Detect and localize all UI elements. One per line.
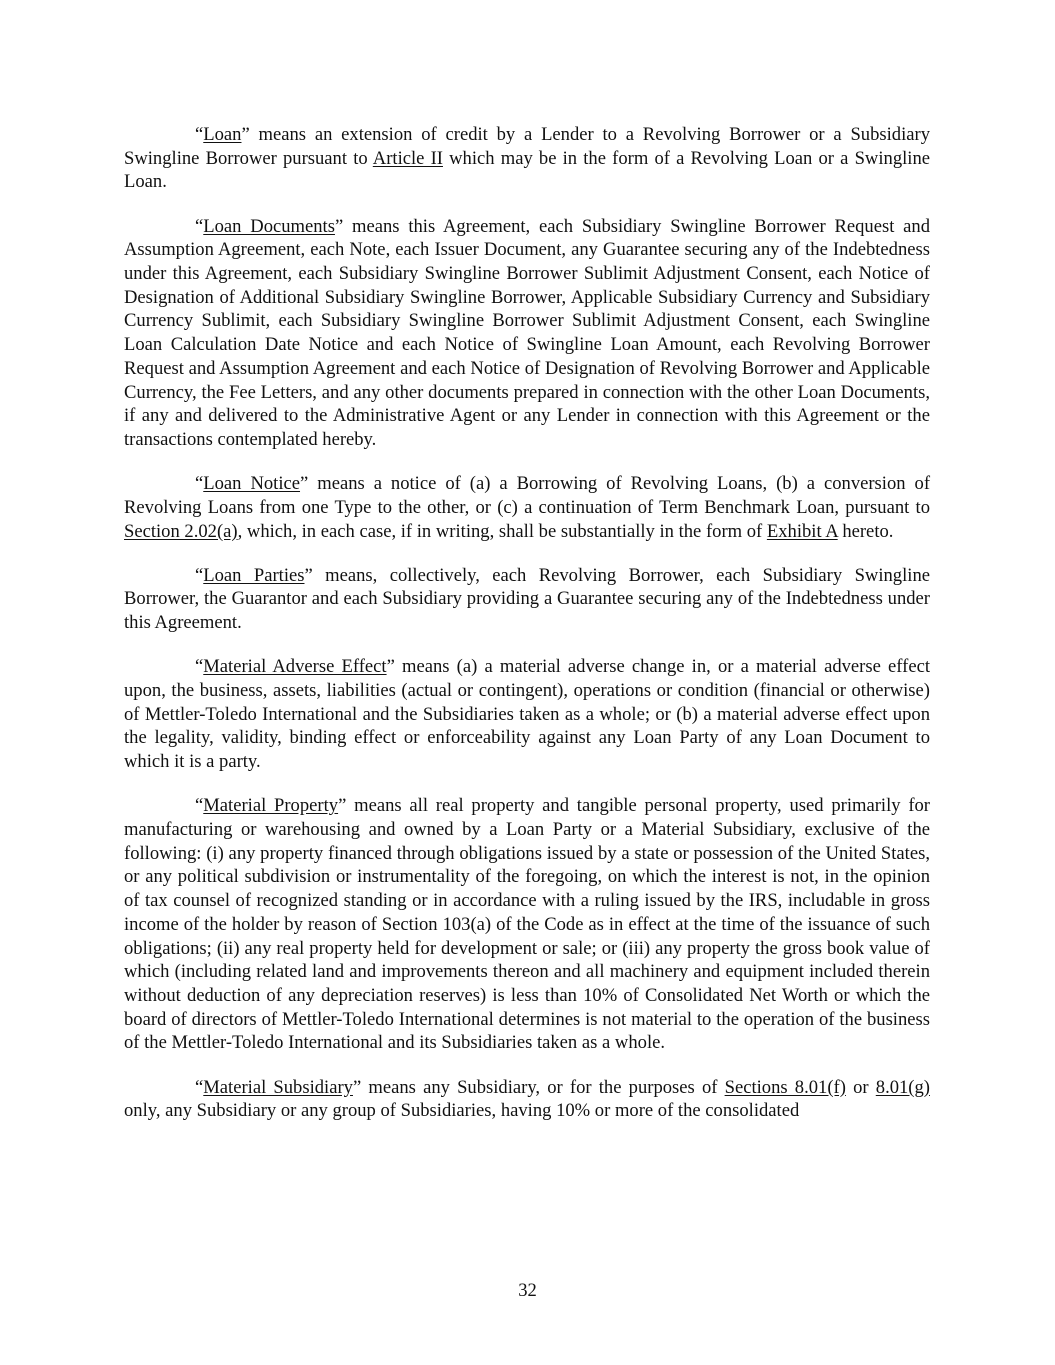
definition-text: or [845,1076,876,1098]
defined-term: Material Adverse Effect [203,656,387,678]
definition-paragraph [124,123,930,194]
definition-text: ” means all real property and tangible personal property, used primarily for manufacturing or warehousing and owned by a Loan Party or a Material Subsidiary, exclusive of the following: (i) any property financed through obligations issued by a state or possession of the United States, or any political subdivision or instrumentality of the foregoing, on which the interest is not, in the opinion of tax counsel of recognized standing or in accordance with a ruling issued by the IRS, includable in gross income of the holder by reason of Section 103(a) of the Code as in effect at the time of the issuance of such obligations; (ii) any real property held for development or sale; or (iii) any property the gross book value of which (including related land and improvements thereon and all machinery and equipment included therein without deduction of any depreciation reserves) is less than 10% of Consolidated Net Worth or which the board of directors of Mettler-Toledo International determines is not material to the operation of the business of the Mettler-Toledo International and its Subsidiaries taken as a whole. [124,795,930,1054]
definition-text: only, any Subsidiary or any group of Subsidiaries, having 10% or more of the consolidated [124,1100,800,1122]
definition-text: “ [195,124,204,145]
defined-term: Material Property [203,795,339,817]
definition-text: which may be in the form of a Revolving Loan or a Swingline Loan. [124,147,930,193]
definition-paragraph [124,215,930,452]
cross-reference: Exhibit A [766,520,838,542]
definition-text: “ [195,215,204,237]
cross-reference: Article II [372,147,443,169]
definition-text: “ [195,795,204,817]
definitions-list [124,123,930,1123]
definition-text: “ [195,656,204,678]
defined-term: Material Subsidiary [203,1076,353,1098]
definition-text: ” means this Agreement, each Subsidiary Swingline Borrower Request and Assumption Agreement, each Note, each Issuer Document, any Guarantee securing any of the Indebtedness under this Agreement, each Subsidiary Swingline Borrower Sublimit Adjustment Consent, each Notice of Designation of Additional Subsidiary Swingline Borrower, Applicable Subsidiary Currency and Subsidiary Currency Sublimit, each Subsidiary Swingline Borrower Sublimit Adjustment Consent, each Swingline Loan Calculation Date Notice and each Notice of Swingline Loan Amount, each Revolving Borrower Request and Assumption Agreement and each Notice of Designation of Revolving Borrower and Applicable Currency, the Fee Letters, and any other documents prepared in connection with the other Loan Documents, if any and delivered to the Administrative Agent or any Lender in connection with this Agreement or the transactions contemplated hereby. [124,215,931,450]
defined-term: Loan Parties [203,564,305,586]
cross-reference: Sections 8.01(f) [724,1076,846,1098]
definition-text: ” means any Subsidiary, or for the purposes of [352,1076,725,1098]
page-number: 32 [518,1280,537,1301]
definition-text: hereto. [837,520,894,542]
definition-text: ” means an extension of credit by a Lender to a Revolving Borrower or a Subsidiary Swingline Borrower pursuant to [124,124,930,169]
definition-text: “ [195,1076,204,1098]
defined-term: Loan Documents [203,215,335,237]
cross-reference: 8.01(g) [875,1076,930,1098]
defined-term: Loan [203,124,242,145]
definition-paragraph [124,655,930,774]
definition-paragraph [124,1076,930,1123]
definition-text: “ [195,564,204,586]
definition-paragraph [124,472,930,543]
definition-text: ” means a notice of (a) a Borrowing of Revolving Loans, (b) a conversion of Revolving Loans from one Type to the other, or (c) a continuation of Term Benchmark Loan, pursuant to [124,473,931,518]
definition-paragraph [124,794,930,1055]
definition-text: , which, in each case, if in writing, shall be substantially in the form of [237,520,767,542]
defined-term: Loan Notice [203,473,301,495]
cross-reference: Section 2.02(a) [124,520,238,542]
definition-text: ” means (a) a material adverse change in, or a material adverse effect upon, the business, assets, liabilities (actual or contingent), operations or condition (financial or otherwise) of Mettler-Toledo International and the Subsidiaries taken as a whole; or (b) a material adverse effect upon the legality, validity, binding effect or enforceability against any Loan Party of any Loan Document to which it is a party. [124,656,930,773]
definition-text: ” means, collectively, each Revolving Borrower, each Subsidiary Swingline Borrower, the Guarantor and each Subsidiary providing a Guarantee securing any of the Indebtedness under this Agreement. [124,564,930,634]
definition-text: “ [195,473,204,495]
document-page [124,123,930,1144]
definition-paragraph [124,564,930,635]
